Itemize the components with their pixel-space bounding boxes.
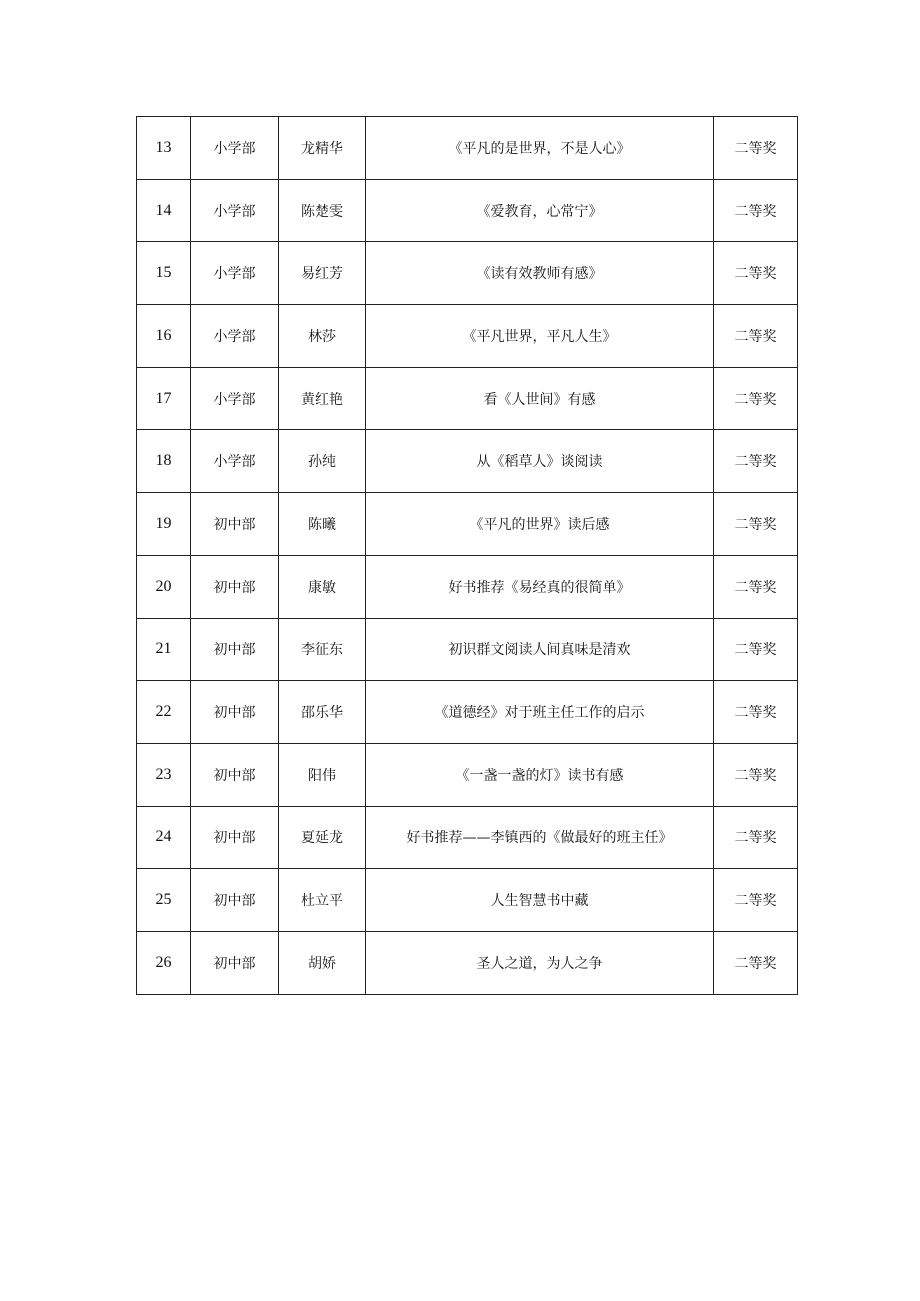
- teacher-name-cell: 林莎: [279, 305, 366, 368]
- award-table: [136, 116, 798, 995]
- table-row: [137, 493, 798, 556]
- department-cell: 初中部: [191, 806, 279, 869]
- department-cell: 小学部: [191, 117, 279, 180]
- award-level-cell: 二等奖: [714, 743, 798, 806]
- essay-title-cell: 《读有效教师有感》: [366, 242, 714, 305]
- award-level-cell: 二等奖: [714, 430, 798, 493]
- table-row: [137, 305, 798, 368]
- row-number: 19: [137, 493, 191, 556]
- award-level-cell: 二等奖: [714, 806, 798, 869]
- teacher-name-cell: 阳伟: [279, 743, 366, 806]
- table-row: [137, 117, 798, 180]
- essay-title-cell: 好书推荐——李镇西的《做最好的班主任》: [366, 806, 714, 869]
- award-level-cell: 二等奖: [714, 618, 798, 681]
- teacher-name-cell: 夏延龙: [279, 806, 366, 869]
- teacher-name-cell: 易红芳: [279, 242, 366, 305]
- award-table-body: [137, 117, 798, 995]
- award-level-cell: 二等奖: [714, 493, 798, 556]
- department-cell: 小学部: [191, 179, 279, 242]
- table-row: [137, 367, 798, 430]
- table-row: [137, 242, 798, 305]
- teacher-name-cell: 杜立平: [279, 869, 366, 932]
- table-row: [137, 618, 798, 681]
- essay-title-cell: 圣人之道，为人之争: [366, 931, 714, 994]
- department-cell: 初中部: [191, 555, 279, 618]
- department-cell: 小学部: [191, 242, 279, 305]
- award-level-cell: 二等奖: [714, 931, 798, 994]
- department-cell: 初中部: [191, 931, 279, 994]
- award-level-cell: 二等奖: [714, 555, 798, 618]
- table-row: [137, 931, 798, 994]
- table-row: [137, 555, 798, 618]
- row-number: 18: [137, 430, 191, 493]
- row-number: 20: [137, 555, 191, 618]
- row-number: 26: [137, 931, 191, 994]
- teacher-name-cell: 孙纯: [279, 430, 366, 493]
- essay-title-cell: 《平凡世界，平凡人生》: [366, 305, 714, 368]
- essay-title-cell: 《爱教育，心常宁》: [366, 179, 714, 242]
- department-cell: 小学部: [191, 305, 279, 368]
- award-level-cell: 二等奖: [714, 681, 798, 744]
- row-number: 24: [137, 806, 191, 869]
- teacher-name-cell: 陈曦: [279, 493, 366, 556]
- essay-title-cell: 人生智慧书中藏: [366, 869, 714, 932]
- department-cell: 小学部: [191, 430, 279, 493]
- essay-title-cell: 《道德经》对于班主任工作的启示: [366, 681, 714, 744]
- department-cell: 初中部: [191, 493, 279, 556]
- teacher-name-cell: 陈楚雯: [279, 179, 366, 242]
- row-number: 13: [137, 117, 191, 180]
- essay-title-cell: 好书推荐《易经真的很简单》: [366, 555, 714, 618]
- row-number: 14: [137, 179, 191, 242]
- award-level-cell: 二等奖: [714, 117, 798, 180]
- essay-title-cell: 《平凡的世界》读后感: [366, 493, 714, 556]
- row-number: 23: [137, 743, 191, 806]
- award-level-cell: 二等奖: [714, 869, 798, 932]
- table-row: [137, 806, 798, 869]
- teacher-name-cell: 李征东: [279, 618, 366, 681]
- essay-title-cell: 从《稻草人》谈阅读: [366, 430, 714, 493]
- row-number: 16: [137, 305, 191, 368]
- award-level-cell: 二等奖: [714, 179, 798, 242]
- teacher-name-cell: 龙精华: [279, 117, 366, 180]
- department-cell: 初中部: [191, 869, 279, 932]
- teacher-name-cell: 康敏: [279, 555, 366, 618]
- teacher-name-cell: 邵乐华: [279, 681, 366, 744]
- row-number: 17: [137, 367, 191, 430]
- essay-title-cell: 初识群文阅读人间真味是清欢: [366, 618, 714, 681]
- essay-title-cell: 看《人世间》有感: [366, 367, 714, 430]
- teacher-name-cell: 胡娇: [279, 931, 366, 994]
- department-cell: 初中部: [191, 681, 279, 744]
- table-row: [137, 869, 798, 932]
- row-number: 25: [137, 869, 191, 932]
- table-row: [137, 430, 798, 493]
- essay-title-cell: 《一盏一盏的灯》读书有感: [366, 743, 714, 806]
- row-number: 15: [137, 242, 191, 305]
- table-row: [137, 179, 798, 242]
- table-row: [137, 681, 798, 744]
- row-number: 22: [137, 681, 191, 744]
- award-level-cell: 二等奖: [714, 305, 798, 368]
- teacher-name-cell: 黄红艳: [279, 367, 366, 430]
- essay-title-cell: 《平凡的是世界，不是人心》: [366, 117, 714, 180]
- award-level-cell: 二等奖: [714, 367, 798, 430]
- department-cell: 初中部: [191, 743, 279, 806]
- row-number: 21: [137, 618, 191, 681]
- department-cell: 初中部: [191, 618, 279, 681]
- table-row: [137, 743, 798, 806]
- department-cell: 小学部: [191, 367, 279, 430]
- award-level-cell: 二等奖: [714, 242, 798, 305]
